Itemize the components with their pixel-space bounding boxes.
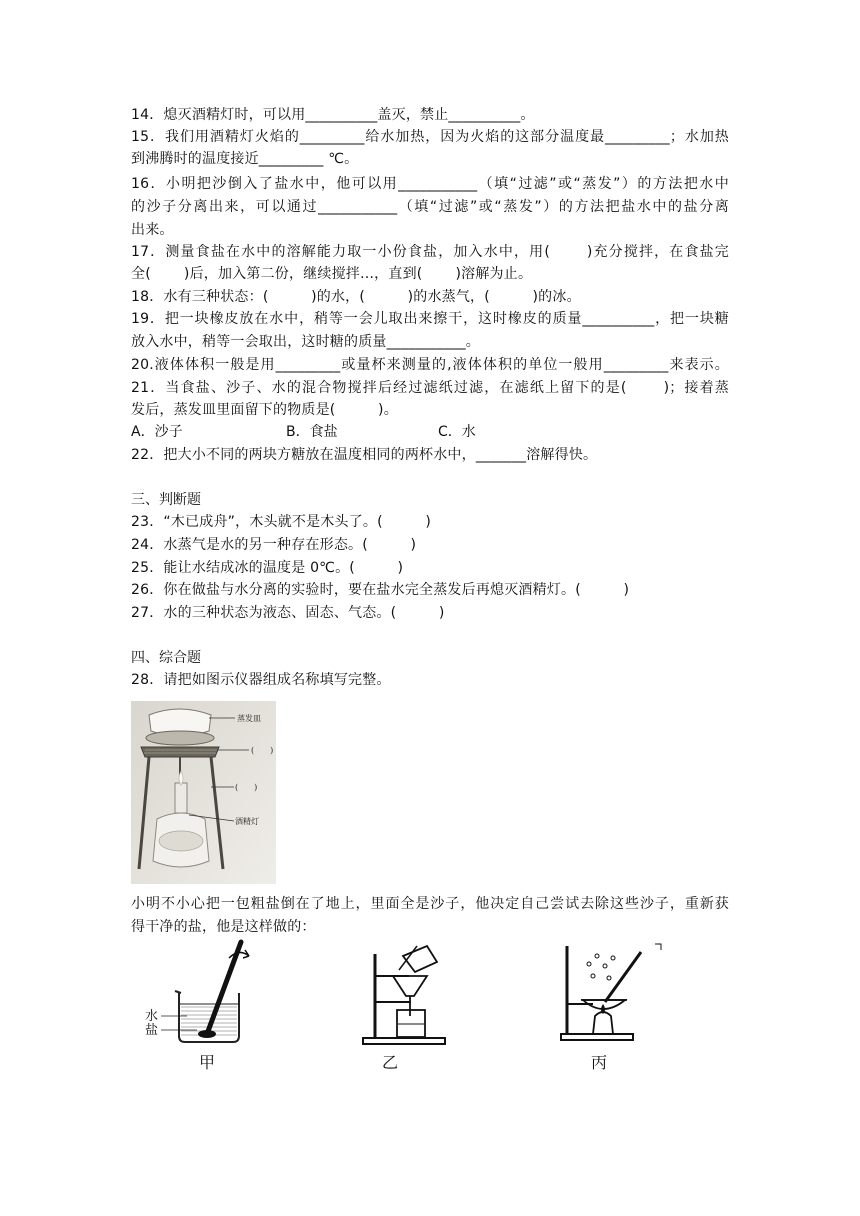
- label-blank-1: ( ): [251, 746, 274, 755]
- caption-bing: 丙: [591, 1053, 608, 1072]
- section-4-title: 四、综合题: [131, 650, 201, 666]
- salt-purification-steps-figure: [131, 938, 731, 1073]
- question-27: 27．水的三种状态为液态、固态、气态。( ): [131, 605, 445, 621]
- question-16-line-1: 16．小明把沙倒入了盐水中，他可以用___________（填“过滤”或“蒸发”）的方法把水中: [131, 176, 729, 192]
- question-26: 26．你在做盐与水分离的实验时，要在盐水完全蒸发后再熄灭酒精灯。( ): [131, 582, 630, 598]
- label-alcohol-lamp: 酒精灯: [235, 817, 259, 826]
- step-yi-filter-diagram: [363, 946, 445, 1072]
- question-22: 22．把大小不同的两块方糖放在温度相同的两杯水中，_______溶解得快。: [131, 447, 598, 463]
- question-23: 23．“木已成舟”，木头就不是木头了。( ): [131, 514, 432, 530]
- question-21-option-a: A．沙子: [131, 424, 183, 440]
- question-19-line-2: 放入水中，稍等一会取出，这时糖的质量___________。: [131, 334, 480, 350]
- question-25: 25．能让水结成冰的温度是 0℃。( ): [131, 560, 404, 576]
- question-28: 28．请把如图示仪器组成名称填写完整。: [131, 672, 391, 688]
- label-salt: 盐: [145, 1023, 159, 1038]
- evaporation-apparatus-figure: [131, 701, 276, 884]
- question-15-line-1: 15．我们用酒精灯火焰的_________给水加热，因为火焰的这部分温度最_________；水加热: [131, 129, 729, 145]
- question-24: 24．水蒸气是水的另一种存在形态。( ): [131, 537, 417, 553]
- step-jia-dissolve-diagram: [145, 942, 249, 1072]
- question-17-line-1: 17．测量食盐在水中的溶解能力取一小份食盐，加入水中，用( )充分搅拌，在食盐完: [131, 244, 729, 260]
- question-18: 18．水有三种状态：( )的水，( )的水蒸气，( )的冰。: [131, 289, 581, 305]
- step-bing-evaporate-diagram: [561, 944, 661, 1072]
- question-21-line-1: 21．当食盐、沙子、水的混合物搅拌后经过滤纸过滤，在滤纸上留下的是( )；接着蒸: [131, 380, 729, 396]
- question-16-line-3: 出来。: [131, 222, 174, 238]
- caption-jia: 甲: [199, 1053, 216, 1072]
- label-blank-2: ( ): [235, 783, 258, 792]
- question-16-line-2: 的沙子分离出来，可以通过___________（填“过滤”或“蒸发”）的方法把盐水中的盐分离: [131, 199, 729, 215]
- story-line-1: 小明不小心把一包粗盐倒在了地上，里面全是沙子，他决定自己尝试去除这些沙子，重新获: [131, 896, 729, 912]
- question-17-line-2: 全( )后，加入第二份，继续搅拌…，直到( )溶解为止。: [131, 266, 533, 282]
- story-line-2: 得干净的盐，他是这样做的：: [131, 919, 316, 935]
- question-21-line-2: 发后，蒸发皿里面留下的物质是( )。: [131, 402, 398, 418]
- question-15-line-2: 到沸腾时的温度接近_________ ℃。: [131, 151, 359, 167]
- question-21-option-c: C．水: [438, 424, 476, 440]
- label-water: 水: [145, 1009, 159, 1024]
- question-14: 14．熄灭酒精灯时，可以用__________盖灭，禁止__________。: [131, 107, 535, 123]
- question-20: 20.液体体积一般是用_________或量杯来测量的,液体体积的单位一般用_________来表示。: [131, 357, 729, 373]
- question-21-option-b: B．食盐: [286, 424, 338, 440]
- section-3-title: 三、判断题: [131, 492, 201, 508]
- caption-yi: 乙: [382, 1053, 399, 1072]
- label-evaporating-dish: 蒸发皿: [237, 714, 261, 723]
- question-19-line-1: 19．把一块橡皮放在水中，稍等一会儿取出来擦干，这时橡皮的质量__________，把一块糖: [131, 311, 729, 327]
